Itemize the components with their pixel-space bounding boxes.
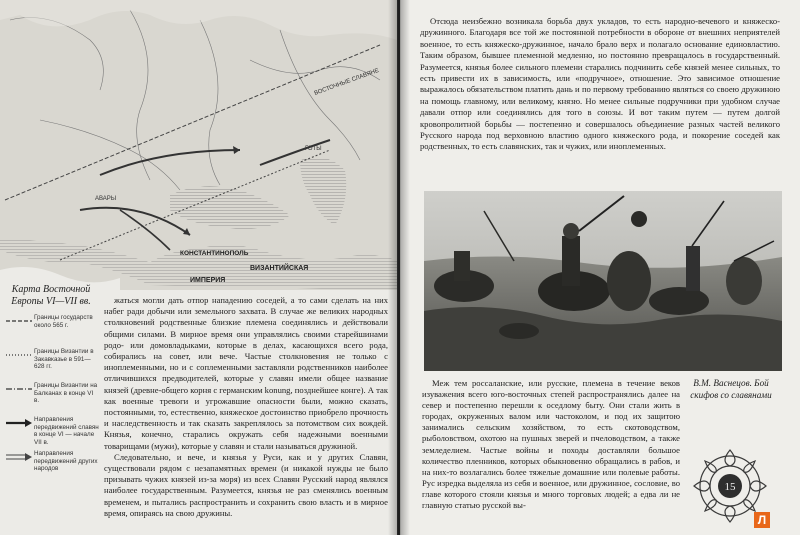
painting-scythians-vs-slavs <box>424 191 782 371</box>
paragraph: Отсюда неизбежно возникала борьба двух укладов, то есть народно-вечевого и княжеско-дружинного. Благодаря все той же постоянной потребности в обороне от внешних неприятелей военное, то есть княжеско-дружинное, начало брало верх и полагало основание единовластию. Таким образом, бывшее племенной медленно, но постоянно превращалось в государственный. Разумеется, князья более сильного племени старались подчинить себе князей менее сильных, то есть привести их в зависимость, или «подручное», отношение. Это зависимое отношение выражалось обязательством платить дань и по первому требованию являться со своею дружиною на помощь главному, или великому, князю. Но менее сильные подручники при удобном случае давали отпор или соединялись для того в союзы. И вот таким путем — путем долгой кровопролитной борьбы — постепенно и совершалось объединение разных частей великого Русского народа под верховною властию одного княжеского рода, и покорение соседей как родственных, то есть славянских, так и чужих, или иноплеменных. <box>420 16 780 152</box>
left-body-text <box>104 295 388 519</box>
map-label-avars: АВАРЫ <box>95 196 117 202</box>
painting-caption: В.М. Васнецов. Бой скифов со славянами <box>690 378 772 400</box>
historical-map <box>0 0 397 290</box>
legend-text: Направления передвижений славян в конце VI — начале VII в. <box>34 416 99 446</box>
border-balkans-icon <box>6 384 32 394</box>
legend-text: Границы Византии на Балканах в конце VI в. <box>34 382 98 405</box>
paragraph: Следовательно, и вече, и князья у Руси, как и у других Славян, существовали рядом с незапамятных времен (и никакой нужды не было призывать чужих князей из-за моря) из всех Славян Русский народ являлся наиболее государственным. Разумеется, князья не раз сменялись военным временем, и пытались распространить и сохранить свою власть и в мирное время, опираясь на свою дружины. <box>104 451 388 518</box>
map-label-gotha: ГОТЫ <box>305 146 322 152</box>
other-movement-icon <box>6 452 32 462</box>
legend-item <box>6 348 100 378</box>
paragraph: Меж тем россаланские, или русские, племена в течение веков изуважения всего юго-восточных степей распространялись далее на север и постепенно перешли к оседлому быту. Они стали жить в городах, окруженных валом или частоколом, и под их защитою занимались сельским хозяйством, то есть скотоводством, рыболовством, охотою на пушных зверей и пчеловодством, а также земледелием. Частые войны и походы доставляли большое количество пленников, которых обыкновенно обращались в рабов, и на них-то возлагались более тяжелые домашние или полевые работы. Рус изредка выделяла из себя и военное, или дружинное, сословие, во главе которого стояли князья и много торговых людей; а едва ли не главную статью русской вы- <box>422 378 680 511</box>
map-legend <box>6 314 100 484</box>
legend-item <box>6 416 100 446</box>
map-label-east-slavs: ВОСТОЧНЫЕ СЛАВЯНЕ <box>313 67 380 97</box>
map-label-empire: ИМПЕРИЯ <box>190 277 226 284</box>
map-label-byzantine: ВИЗАНТИЙСКАЯ <box>250 265 309 272</box>
legend-item <box>6 450 100 480</box>
page-number: 15 <box>724 481 736 493</box>
legend-text: Границы Византии в Закавказье в 591—628 гг. <box>34 348 94 371</box>
publisher-logo: Л <box>754 512 770 528</box>
right-body-text <box>420 16 780 153</box>
legend-text: Направления передвижений других народов <box>34 450 98 473</box>
right-body-text-2 <box>422 378 680 511</box>
left-page <box>0 0 397 535</box>
legend-text: Границы государств около 565 г. <box>34 314 93 329</box>
border-565-icon <box>6 316 32 326</box>
book-gutter <box>388 0 410 535</box>
map-label-constantinople: КОНСТАНТИНОПОЛЬ <box>180 250 249 257</box>
legend-item <box>6 314 100 344</box>
paragraph: жаться могли дать отпор нападению соседей, а то сами сделать на них набег ради добычи или земельного захвата. В случае же великих народных столкновений родственные близкие племена соединялись и действовали общими силами. В мирное время они управлялись своими старейшинами родо- или домовладыками, которые в делах, касающихся всего рода, собирались на совет, или вече. Частые столкновения не только с иноплеменными, но и с соплеменными заставляли родственников наиболее отличившихся предводителей, которые у славян имели общее название князей (древне-общего корня с германским konung, позднейшее конге). А так как военные тревоги и угрожавшие опасности были, можно сказать, постоянными, то, естественно, княжеское достоинство приобрело прочность и наследственность и так сказать закреплялось за потомством сих вождей. Князья, конечно, старались окружать себя надежными военными товарищами (мужи), которые у славян и стали называться дружиной. <box>104 295 388 451</box>
slav-movement-icon <box>6 418 32 428</box>
legend-item <box>6 382 100 412</box>
map-caption: Карта Восточной Европы VI—VII вв. <box>11 284 91 307</box>
border-transcaucasia-icon <box>6 350 32 360</box>
